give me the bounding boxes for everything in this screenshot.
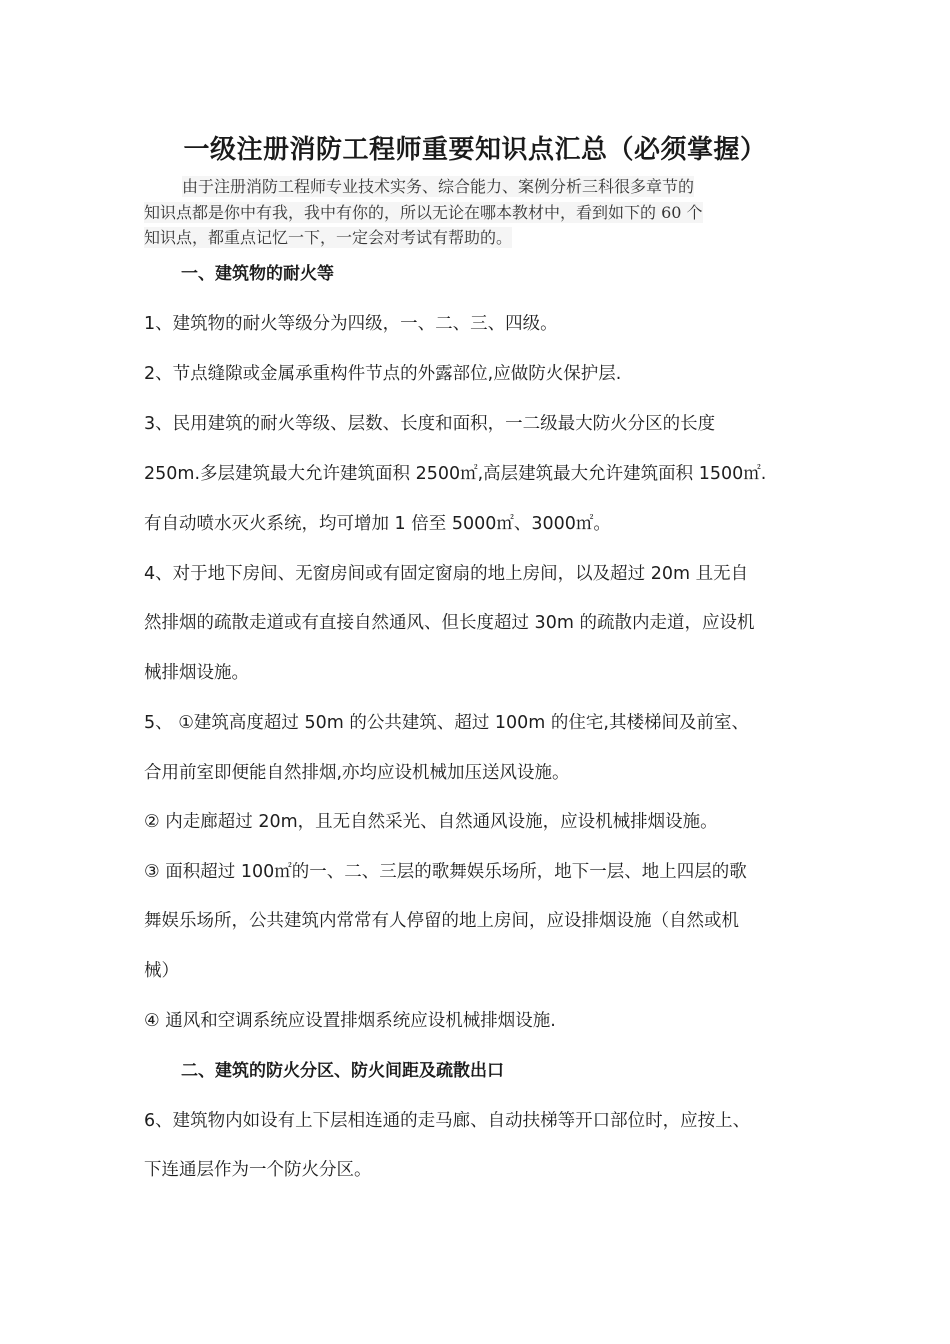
intro-text: 知识点都是你中有我，我中有你的，所以无论在哪本教材中，看到如下的 60 个 [144, 202, 703, 222]
text-line: ② 内走廊超过 20m，且无自然采光、自然通风设施，应设机械排烟设施。 [144, 812, 718, 832]
text-line: 舞娱乐场所，公共建筑内常常有人停留的地上房间，应设排烟设施（自然或机 [144, 911, 739, 931]
text-line: 1、建筑物的耐火等级分为四级，一、二、三、四级。 [144, 314, 558, 334]
section-heading: 二、建筑的防火分区、防火间距及疏散出口 [181, 1061, 504, 1081]
intro-line [144, 174, 814, 200]
text-line: 械） [144, 961, 179, 981]
intro-text: 知识点，都重点记忆一下，一定会对考试有帮助的。 [144, 228, 513, 247]
text-line: 然排烟的疏散走道或有直接自然通风、但长度超过 30m 的疏散内走道，应设机 [144, 613, 755, 633]
text-line: ③ 面积超过 100㎡的一、二、三层的歌舞娱乐场所，地下一层、地上四层的歌 [144, 862, 747, 882]
text-line: 4、对于地下房间、无窗房间或有固定窗扇的地上房间，以及超过 20m 且无自 [144, 564, 749, 584]
text-line: 3、民用建筑的耐火等级、层数、长度和面积，一二级最大防火分区的长度 [144, 414, 716, 434]
text-line: 下连通层作为一个防火分区。 [144, 1160, 372, 1180]
text-line: 有自动喷水灭火系统，均可增加 1 倍至 5000㎡、3000㎡。 [144, 514, 611, 534]
intro-text: 由于注册消防工程师专业技术实务、综合能力、案例分析三科很多章节的 [182, 177, 695, 196]
text-line: 2、节点缝隙或金属承重构件节点的外露部位,应做防火保护层. [144, 364, 622, 384]
text-line: 合用前室即便能自然排烟,亦均应设机械加压送风设施。 [144, 763, 570, 783]
document-title: 一级注册消防工程师重要知识点汇总（必须掌握） [183, 135, 767, 165]
text-line: 械排烟设施。 [144, 663, 249, 683]
intro-line [144, 225, 814, 251]
intro-paragraph [144, 174, 814, 251]
text-line: 250m.多层建筑最大允许建筑面积 2500㎡,高层建筑最大允许建筑面积 1500㎡. [144, 464, 767, 484]
intro-line [144, 200, 814, 226]
text-line: ④ 通风和空调系统应设置排烟系统应设机械排烟设施. [144, 1011, 556, 1031]
text-line: 5、 ①建筑高度超过 50m 的公共建筑、超过 100m 的住宅,其楼梯间及前室、 [144, 713, 749, 733]
section-heading: 一、建筑物的耐火等 [181, 264, 334, 284]
text-line: 6、建筑物内如设有上下层相连通的走马廊、自动扶梯等开口部位时，应按上、 [144, 1111, 751, 1131]
